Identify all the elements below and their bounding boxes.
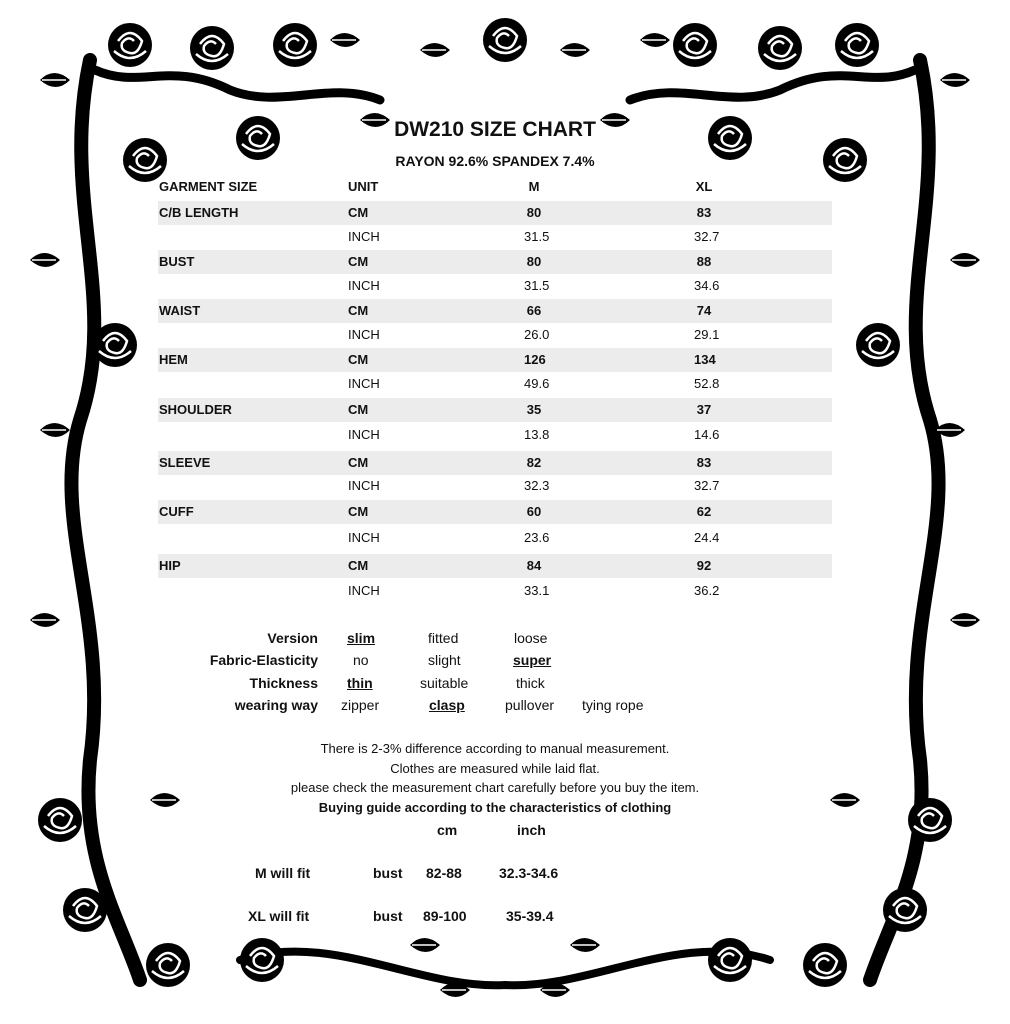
attr-option: slight xyxy=(428,652,461,668)
attr-option: super xyxy=(513,652,552,668)
unit-inch: INCH xyxy=(348,327,380,342)
value-xl-inch: 14.6 xyxy=(694,427,720,442)
value-m-cm: 126 xyxy=(524,352,546,367)
unit-inch: INCH xyxy=(348,376,380,391)
value-xl-cm: 62 xyxy=(696,504,712,519)
attr-option: zipper xyxy=(341,697,380,713)
guide-part: bust xyxy=(373,865,403,881)
attr-option: pullover xyxy=(505,697,555,713)
value-m-inch: 49.6 xyxy=(524,376,550,391)
unit-inch: INCH xyxy=(348,583,380,598)
table-row xyxy=(158,474,832,498)
value-m-cm: 80 xyxy=(526,254,542,269)
attr-label-thickness: Thickness xyxy=(249,675,318,691)
table-row xyxy=(158,250,832,274)
header-xl: XL xyxy=(695,179,713,194)
unit-inch: INCH xyxy=(348,530,380,545)
note-line: Clothes are measured while laid flat. xyxy=(390,761,600,776)
table-row xyxy=(158,201,832,225)
measurement-label: BUST xyxy=(159,254,195,269)
table-row xyxy=(158,274,832,298)
unit-cm: CM xyxy=(348,205,369,220)
value-m-inch: 31.5 xyxy=(524,229,550,244)
attr-label-fabric-elasticity: Fabric-Elasticity xyxy=(209,652,318,668)
attr-option: fitted xyxy=(428,630,459,646)
attr-option: suitable xyxy=(420,675,469,691)
value-m-inch: 33.1 xyxy=(524,583,550,598)
fabric-composition: RAYON 92.6% SPANDEX 7.4% xyxy=(395,153,595,169)
value-xl-inch: 36.2 xyxy=(694,583,720,598)
value-m-inch: 32.3 xyxy=(524,478,550,493)
value-xl-inch: 29.1 xyxy=(694,327,720,342)
value-xl-cm: 83 xyxy=(696,455,712,470)
table-row xyxy=(158,348,832,372)
unit-inch: INCH xyxy=(348,278,380,293)
attr-label-wearing-way: wearing way xyxy=(234,697,318,713)
guide-range-inch: 35-39.4 xyxy=(506,908,554,924)
attr-option: thick xyxy=(516,675,545,691)
table-row xyxy=(158,398,832,422)
attr-option: no xyxy=(353,652,369,668)
value-m-cm: 66 xyxy=(526,303,542,318)
value-m-cm: 84 xyxy=(526,558,542,573)
unit-cm: CM xyxy=(348,254,369,269)
value-m-cm: 80 xyxy=(526,205,542,220)
guide-range-cm: 89-100 xyxy=(423,908,467,924)
measurement-label: SHOULDER xyxy=(159,402,232,417)
value-xl-inch: 24.4 xyxy=(694,530,720,545)
guide-range-inch: 32.3-34.6 xyxy=(499,865,559,881)
value-xl-cm: 92 xyxy=(696,558,712,573)
value-xl-cm: 134 xyxy=(694,352,716,367)
table-row xyxy=(158,554,832,578)
unit-cm: CM xyxy=(348,558,369,573)
table-row xyxy=(158,579,832,603)
buying-guide-heading: Buying guide according to the characteristics of clothing xyxy=(318,800,672,815)
value-m-cm: 82 xyxy=(526,455,542,470)
table-row xyxy=(158,451,832,475)
chart-title: DW210 SIZE CHART xyxy=(394,118,596,141)
attr-option: clasp xyxy=(429,697,465,713)
guide-part: bust xyxy=(373,908,403,924)
table-row xyxy=(158,225,832,249)
header-garment-size: GARMENT SIZE xyxy=(159,179,258,194)
header-unit: UNIT xyxy=(348,179,379,194)
value-m-inch: 26.0 xyxy=(524,327,550,342)
value-xl-cm: 88 xyxy=(696,254,712,269)
unit-cm: CM xyxy=(348,504,369,519)
guide-range-cm: 82-88 xyxy=(426,865,462,881)
measurement-label: SLEEVE xyxy=(159,455,211,470)
attr-option: slim xyxy=(347,630,376,646)
measurement-label: C/B LENGTH xyxy=(159,205,239,220)
value-xl-inch: 32.7 xyxy=(694,478,720,493)
unit-cm: CM xyxy=(348,303,369,318)
header-m: M xyxy=(528,179,540,194)
value-m-inch: 13.8 xyxy=(524,427,550,442)
attr-label-version: Version xyxy=(267,630,318,646)
value-xl-inch: 34.6 xyxy=(694,278,720,293)
value-xl-inch: 52.8 xyxy=(694,376,720,391)
unit-cm: CM xyxy=(348,402,369,417)
measurement-label: HIP xyxy=(159,558,181,573)
value-xl-cm: 37 xyxy=(696,402,712,417)
measurement-label: CUFF xyxy=(159,504,194,519)
unit-inch: INCH xyxy=(348,229,380,244)
value-xl-cm: 83 xyxy=(696,205,712,220)
note-line: There is 2-3% difference according to manual measurement. xyxy=(320,741,670,756)
table-row xyxy=(158,423,832,447)
value-m-inch: 31.5 xyxy=(524,278,550,293)
unit-inch: INCH xyxy=(348,427,380,442)
value-m-cm: 60 xyxy=(526,504,542,519)
note-line: please check the measurement chart carefully before you buy the item. xyxy=(290,780,700,795)
measurement-label: HEM xyxy=(159,352,188,367)
value-xl-inch: 32.7 xyxy=(694,229,720,244)
measurement-label: WAIST xyxy=(159,303,201,318)
table-row xyxy=(158,500,832,524)
unit-cm: CM xyxy=(348,455,369,470)
value-xl-cm: 74 xyxy=(696,303,712,318)
unit-cm: CM xyxy=(348,352,369,367)
unit-inch: INCH xyxy=(348,478,380,493)
guide-col-inch: inch xyxy=(517,822,546,838)
attr-option: tying rope xyxy=(582,697,644,713)
guide-size: M will fit xyxy=(255,865,311,881)
attr-option: loose xyxy=(514,630,548,646)
guide-col-cm: cm xyxy=(437,822,458,838)
table-row xyxy=(158,372,832,396)
table-row xyxy=(158,323,832,347)
value-m-cm: 35 xyxy=(526,402,542,417)
table-row xyxy=(158,299,832,323)
value-m-inch: 23.6 xyxy=(524,530,550,545)
guide-size: XL will fit xyxy=(248,908,310,924)
attr-option: thin xyxy=(347,675,373,691)
table-row xyxy=(158,526,832,550)
